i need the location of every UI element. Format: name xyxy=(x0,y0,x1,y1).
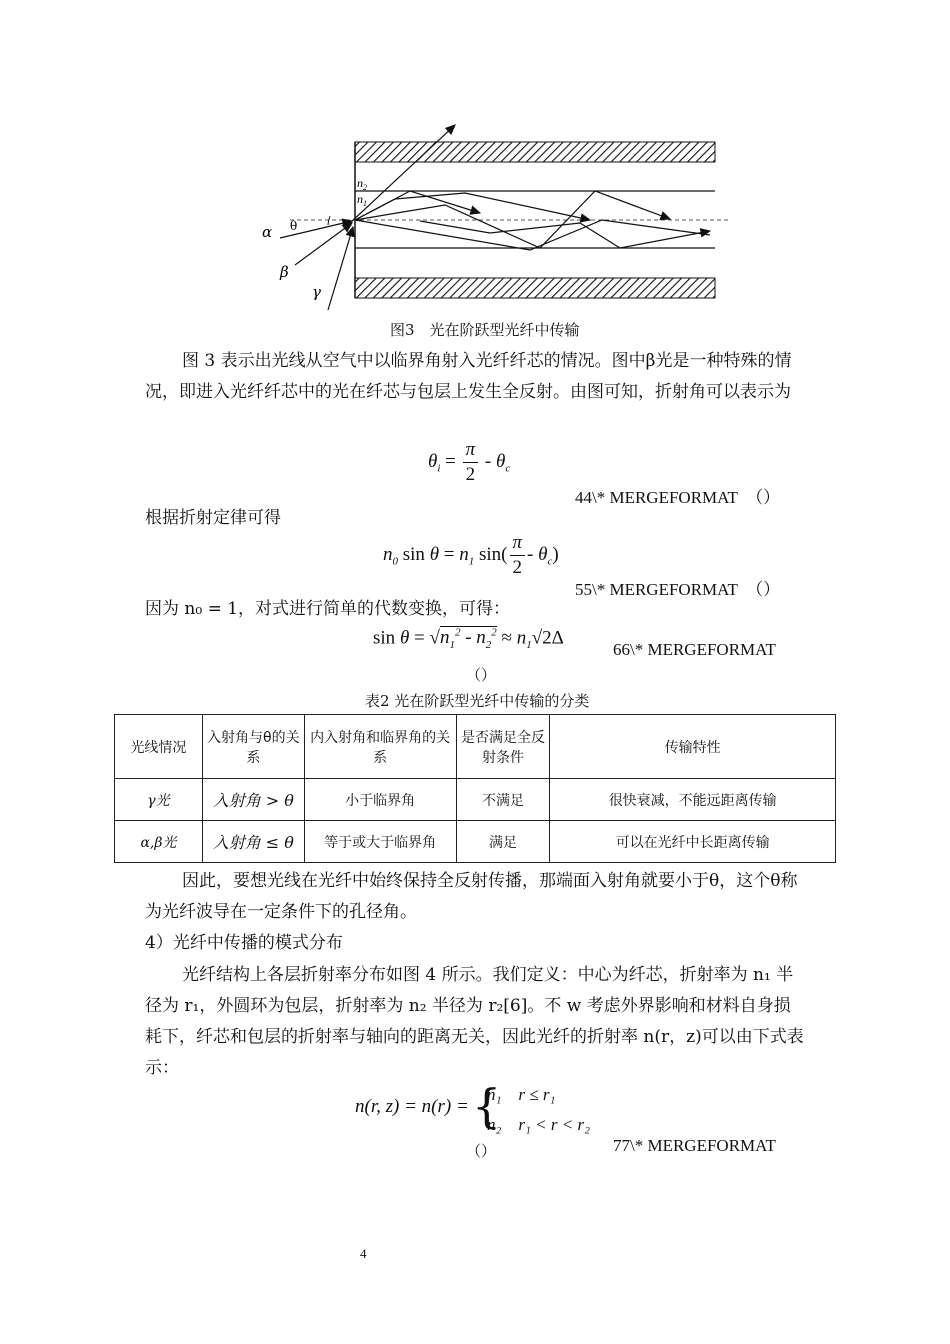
ray-internal-5 xyxy=(420,221,710,248)
table-header-row xyxy=(115,715,836,779)
table-caption: 表2 光在阶跃型光纤中传输的分类 xyxy=(365,692,590,710)
table-cell: α,β光 xyxy=(115,821,203,863)
equation-7-case-1: n₁ r ≤ r₁ xyxy=(487,1085,556,1104)
figure-caption: 图3 光在阶跃型光纤中传输 xyxy=(390,321,580,339)
equation-4: $\theta_i$ = $\frac{\pi}{2}$ - $\theta_c$ xyxy=(428,439,511,485)
table-header: 内入射角和临界角的关系 xyxy=(304,715,456,779)
label-beta: β xyxy=(280,263,289,281)
label-gamma: γ xyxy=(312,283,321,301)
equation-4-tag: 44\* MERGEFORMAT （） xyxy=(575,488,781,507)
table-cell: 小于临界角 xyxy=(304,779,456,821)
label-alpha: α xyxy=(262,223,273,241)
equation-5-tag: 55\* MERGEFORMAT （） xyxy=(575,580,781,599)
table-row xyxy=(115,821,836,863)
figure-step-index-fiber xyxy=(250,115,730,315)
table-header: 是否满足全反射条件 xyxy=(456,715,550,779)
ray-internal-4 xyxy=(355,220,710,250)
table-header: 光线情况 xyxy=(115,715,203,779)
equation-6-paren: （） xyxy=(466,668,497,684)
equation-7-paren: （） xyxy=(466,1144,497,1160)
paragraph-5: 光纤结构上各层折射率分布如图 4 所示。我们定义：中心为纤芯，折射率为 n₁ 半径为 r₁，外圆环为包层，折射率为 n₂ 半径为 r₂[6]。不 w 考虑外界影响和材料自身损耗下，纤芯和包层的折射率与轴向的距离无关，因此光纤的折射率 n(r，z)可以由下式表示： xyxy=(145,965,804,1078)
ray-internal-1 xyxy=(355,191,480,220)
table-cell: γ光 xyxy=(115,779,203,821)
equation-7-tag: 77\* MERGEFORMAT xyxy=(613,1136,776,1155)
table-cell: 等于或大于临界角 xyxy=(304,821,456,863)
paragraph-1: 图 3 表示出光线从空气中以临界角射入光纤纤芯的情况。图中β光是一种特殊的情况，即进入光纤纤芯中的光在纤芯与包层上发生全反射。由图可知，折射角可以表示为 xyxy=(145,351,792,402)
equation-7-brace: { xyxy=(472,1079,502,1133)
table-cell: 不满足 xyxy=(456,779,550,821)
equation-6: $\sin \theta = √n_1^2 - n_2^2 \approx n_1√2\Delta$ xyxy=(373,627,564,652)
table-cell: 可以在光纤中长距离传输 xyxy=(550,821,836,863)
label-theta: θ xyxy=(290,219,298,233)
equation-7-case-2: n₂ r₁ < r < r₂ xyxy=(487,1115,591,1134)
equation-6-tag: 66\* MERGEFORMAT xyxy=(613,640,776,659)
ray-refracted-out xyxy=(350,125,455,223)
section-heading: 4）光纤中传播的模式分布 xyxy=(145,933,343,953)
table-cell: 入射角 ≤ θ xyxy=(202,821,304,863)
table-header: 入射角与θ的关系 xyxy=(202,715,304,779)
table-cell: 入射角 > θ xyxy=(202,779,304,821)
cladding-top xyxy=(355,142,715,162)
label-n2: $n_2$ xyxy=(357,176,367,192)
cladding-bottom xyxy=(355,278,715,298)
equation-5: $n_0$ $\sin \theta = n_1$ sin( $\frac{\pi}{2}$ - $\theta_c$) xyxy=(383,532,559,578)
ray-internal-2 xyxy=(355,193,590,220)
theta-arc xyxy=(328,216,330,225)
table-cell: 满足 xyxy=(456,821,550,863)
label-n1: $n_1$ xyxy=(357,192,367,208)
paragraph-2: 根据折射定律可得 xyxy=(145,508,281,528)
equation-7-lhs: n(r, z) = n(r) = xyxy=(355,1096,469,1117)
classification-table xyxy=(114,714,836,863)
paragraph-3: 因为 n₀ = 1，对式进行简单的代数变换，可得： xyxy=(145,599,511,619)
page-number: 4 xyxy=(360,1246,367,1261)
ray-gamma xyxy=(328,227,353,310)
table-header: 传输特性 xyxy=(550,715,836,779)
table-row xyxy=(115,779,836,821)
table-cell: 很快衰减，不能远距离传输 xyxy=(550,779,836,821)
paragraph-4: 因此，要想光线在光纤中始终保持全反射传播，那端面入射角就要小于θ，这个θ称为光纤波导在一定条件下的孔径角。 xyxy=(145,871,798,922)
